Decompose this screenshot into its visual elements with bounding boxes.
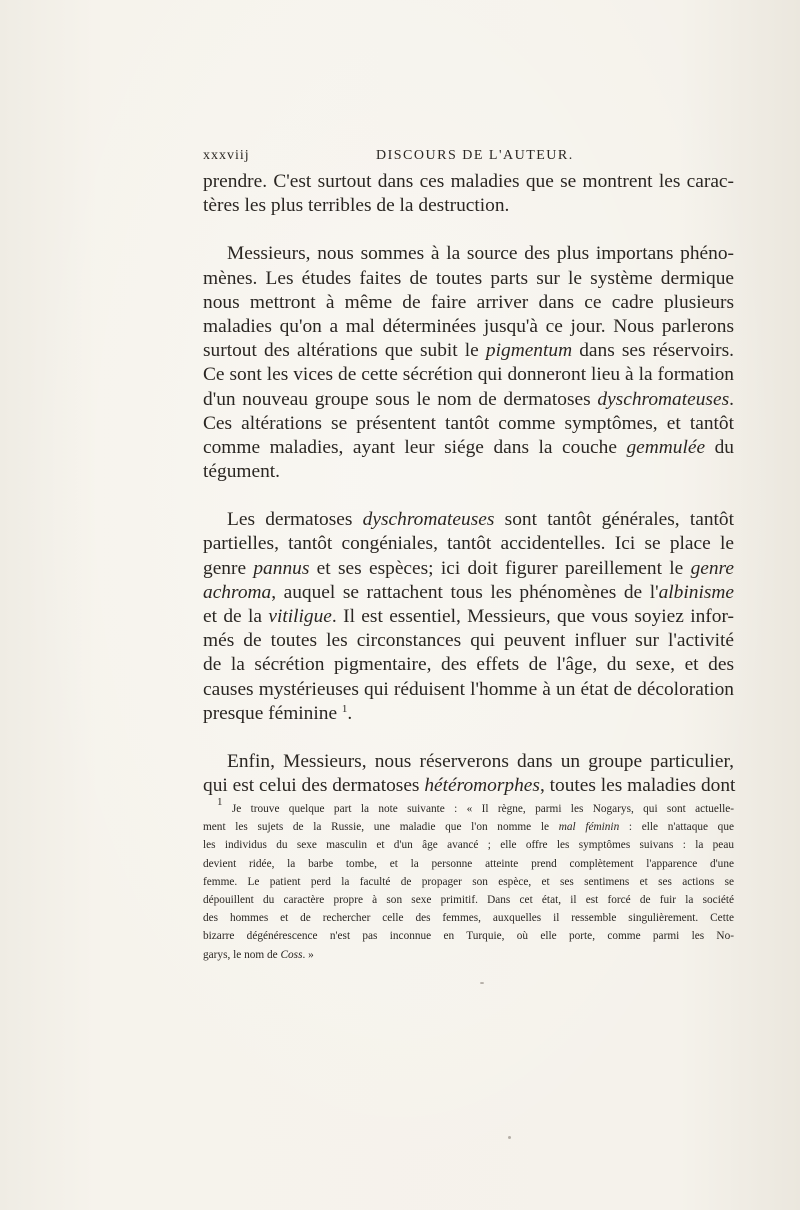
paper-speck xyxy=(480,982,484,984)
text-line: de la sécrétion pigmentaire, des effets de l'âge, du sexe, et des xyxy=(203,654,734,676)
page-number: xxxviij xyxy=(203,148,250,163)
text-line: causes mystérieuses qui réduisent l'homme à un état de décoloration xyxy=(203,678,734,700)
footnote-line: des hommes et de rechercher celle des femmes, auxquelles il ressemble singulièrement. Cette xyxy=(203,912,734,925)
footnote-line: ment les sujets de la Russie, une maladie que l'on nomme le mal féminin : elle n'attaque que xyxy=(203,821,734,834)
footnote-line: garys, le nom de Coss. » xyxy=(203,948,314,961)
paragraph xyxy=(203,750,734,798)
text-line: tégument. xyxy=(203,461,281,483)
text-line: Enfin, Messieurs, nous réserverons dans un groupe particulier, xyxy=(227,750,734,772)
footnote-line: bizarre dégénérescence n'est pas inconnue en Turquie, où elle porte, comme parmi les No- xyxy=(203,930,734,943)
running-head xyxy=(203,148,733,170)
text-line: Ces altérations se présentent tantôt comme symptômes, et tantôt xyxy=(203,412,734,434)
text-line: comme maladies, ayant leur siége dans la couche gemmulée du xyxy=(203,436,734,458)
paragraph xyxy=(203,242,734,484)
footnote-line: femme. Le patient perd la faculté de propager son espèce, et ses sentimens et ses actions se xyxy=(203,875,734,888)
text-line: partielles, tantôt congéniales, tantôt accidentelles. Ici se place le xyxy=(203,533,734,555)
text-line: genre pannus et ses espèces; ici doit figurer pareillement le genre xyxy=(203,557,734,579)
text-line: tères les plus terribles de la destruction. xyxy=(203,195,510,217)
text-line: nous mettront à même de faire arriver dans ce cadre plusieurs xyxy=(203,291,734,313)
text-line: presque féminine $^1$. xyxy=(203,702,353,724)
text-line: Ce sont les vices de cette sécrétion qui donneront lieu à la formation xyxy=(203,364,734,386)
text-line: prendre. C'est surtout dans ces maladies que se montrent les carac- xyxy=(203,171,734,192)
text-line: surtout des altérations que subit le pigmentum dans ses réservoirs. xyxy=(203,340,735,362)
paper-speck xyxy=(508,1136,511,1139)
text-line: d'un nouveau groupe sous le nom de dermatoses dyschromateuses. xyxy=(203,388,734,410)
running-title: DISCOURS DE L'AUTEUR. xyxy=(376,148,574,163)
text-line: mènes. Les études faites de toutes parts sur le système dermique xyxy=(203,267,734,289)
footnote-line: dépouillent du caractère propre à son sexe primitif. Dans cet état, il est forcé de fuir la société xyxy=(203,893,734,906)
text-line: achroma, auquel se rattachent tous les phénomènes de l'albinisme xyxy=(203,581,734,603)
footnote xyxy=(203,796,734,964)
text-line: Messieurs, nous sommes à la source des plus importans phéno- xyxy=(227,243,734,265)
text-line: Les dermatoses dyschromateuses sont tantôt générales, tantôt xyxy=(227,509,734,531)
paragraph xyxy=(203,170,734,218)
footnote-line: devient ridée, la barbe tombe, et la personne atteinte prend complètement l'apparence d'une xyxy=(203,857,734,870)
footnote-line: les individus du sexe masculin et d'un âge avancé ; elle offre les symptômes suivans : la peau xyxy=(203,839,734,852)
footnote-line: $^1$ Je trouve quelque part la note suivante : « Il règne, parmi les Nogarys, qui sont actuelle- xyxy=(217,796,734,815)
text-line: més de toutes les circonstances qui peuvent influer sur l'activité xyxy=(203,630,734,652)
body-text xyxy=(203,170,734,798)
paragraph xyxy=(203,508,734,726)
text-line: et de la vitiligue. Il est essentiel, Messieurs, que vous soyiez infor- xyxy=(203,606,734,627)
text-line: qui est celui des dermatoses hétéromorphes, toutes les maladies dont xyxy=(203,775,736,797)
text-line: maladies qu'on a mal déterminées jusqu'à ce jour. Nous parlerons xyxy=(203,315,734,337)
